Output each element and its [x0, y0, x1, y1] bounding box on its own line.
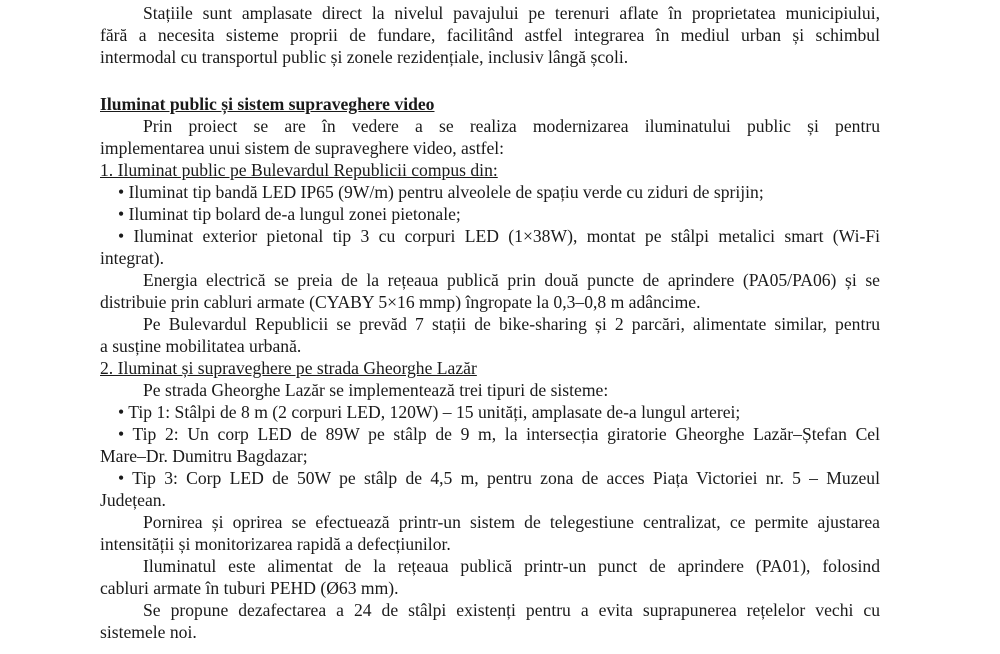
- part1-bullet-2: • Iluminat tip bolard de-a lungul zonei pietonale;: [118, 204, 461, 224]
- part2-title: 2. Iluminat și supraveghere pe strada Gheorghe Lazăr: [100, 358, 477, 378]
- part1-bullet-3-line-1: • Iluminat exterior pietonal tip 3 cu corpuri LED (1×38W), montat pe stâlpi metalici smart (Wi-Fi: [118, 226, 880, 246]
- part2-paragraph-6-line-1: Se propune dezafectarea a 24 de stâlpi existenți pentru a evita suprapunerea rețelelor vechi cu: [143, 600, 880, 620]
- part2-type-2-line-1: • Tip 2: Un corp LED de 89W pe stâlp de 9 m, la intersecția giratorie Gheorghe Lazăr–Ștefan Cel: [118, 424, 880, 444]
- part1-bullet-1: • Iluminat tip bandă LED IP65 (9W/m) pentru alveolele de spațiu verde cu ziduri de sprijin;: [118, 182, 764, 202]
- section-heading: Iluminat public și sistem supraveghere video: [100, 94, 435, 114]
- part2-type-3-line-1: • Tip 3: Corp LED de 50W pe stâlp de 4,5 m, pentru zona de acces Piața Victoriei nr. 5 – Muzeul: [118, 468, 880, 488]
- part2-type-1: • Tip 1: Stâlpi de 8 m (2 corpuri LED, 120W) – 15 unități, amplasate de-a lungul arterei;: [118, 402, 741, 422]
- part1-paragraph-3-line-1: Pe Bulevardul Republicii se prevăd 7 stații de bike-sharing și 2 parcări, alimentate similar, pentru: [143, 314, 880, 334]
- part2-paragraph-5-line-2: cabluri armate în tuburi PEHD (Ø63 mm).: [100, 578, 399, 598]
- part1-bullet-3-line-2: integrat).: [100, 248, 164, 268]
- part2-paragraph-5-line-1: Iluminatul este alimentat de la rețeaua publică printr-un punct de aprindere (PA01), folosind: [143, 556, 880, 576]
- section-paragraph-line-1: Prin proiect se are în vedere a se realiza modernizarea iluminatului public și pentru: [143, 116, 880, 136]
- part1-paragraph-2-line-1: Energia electrică se preia de la rețeaua publică prin două puncte de aprindere (PA05/PA06) și se: [143, 270, 880, 290]
- part2-type-3-line-2: Județean.: [100, 490, 166, 510]
- part1-paragraph-2-line-2: distribuie prin cabluri armate (CYABY 5×16 mmp) îngropate la 0,3–0,8 m adâncime.: [100, 292, 701, 312]
- part2-paragraph-4-line-2: intensității și monitorizarea rapidă a defecțiunilor.: [100, 534, 451, 554]
- section-paragraph-line-2: implementarea unui sistem de supraveghere video, astfel:: [100, 138, 505, 158]
- part2-paragraph-4-line-1: Pornirea și oprirea se efectuează printr-un sistem de telegestiune centralizat, ce permite ajustarea: [143, 512, 880, 532]
- part2-intro: Pe strada Gheorghe Lazăr se implementează trei tipuri de sisteme:: [143, 380, 609, 400]
- part2-paragraph-6-line-2: sistemele noi.: [100, 622, 197, 642]
- intro-line-2: fără a necesita sisteme proprii de fundare, facilitând astfel integrarea în mediul urban și schimbul: [100, 25, 880, 45]
- part2-type-2-line-2: Mare–Dr. Dumitru Bagdazar;: [100, 446, 308, 466]
- part1-paragraph-3-line-2: a susține mobilitatea urbană.: [100, 336, 302, 356]
- part1-title: 1. Iluminat public pe Bulevardul Republicii compus din:: [100, 160, 498, 180]
- intro-line-1: Stațiile sunt amplasate direct la nivelul pavajului pe terenuri aflate în proprietatea municipiului,: [143, 3, 880, 23]
- intro-line-3: intermodal cu transportul public și zonele rezidențiale, inclusiv lângă școli.: [100, 47, 629, 67]
